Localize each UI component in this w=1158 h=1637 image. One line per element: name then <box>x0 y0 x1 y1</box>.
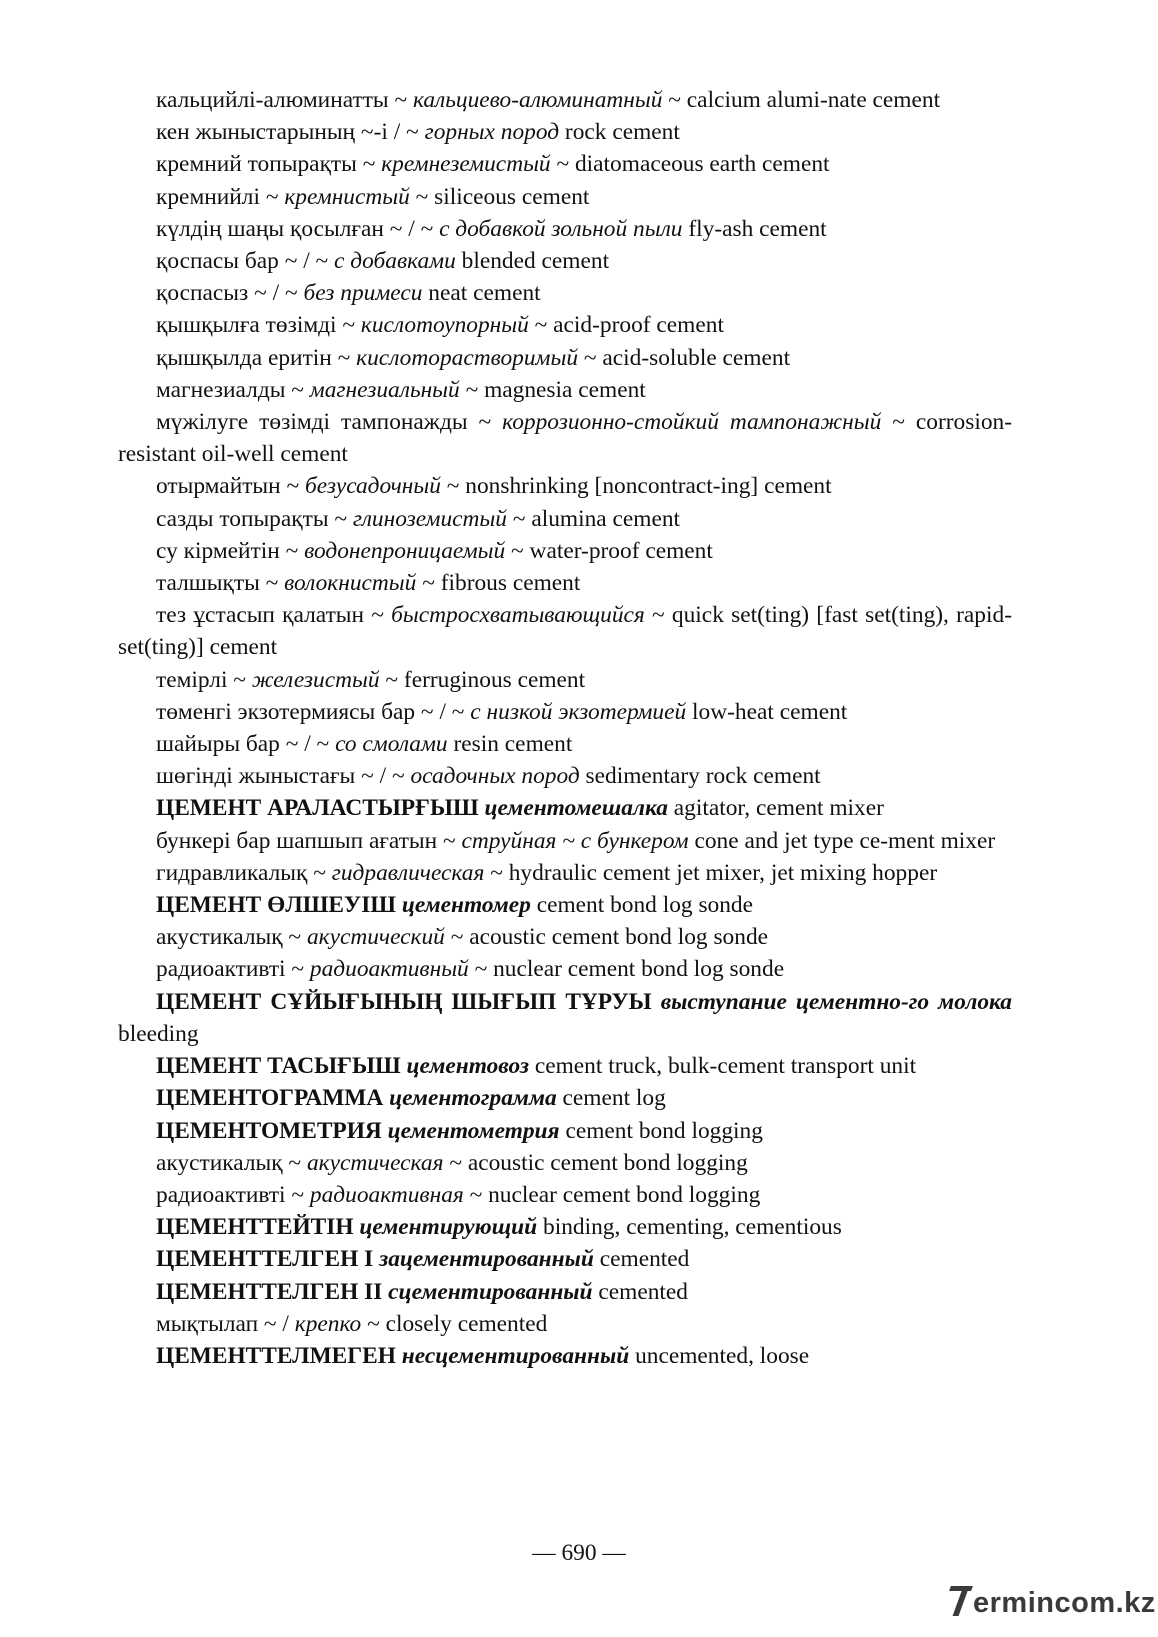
entry-text: отырмайтын ~ <box>156 473 306 500</box>
dictionary-entry <box>118 1147 1012 1179</box>
dictionary-page <box>118 84 1012 1372</box>
entry-russian-term: кислоторастворимый <box>356 344 579 371</box>
dictionary-entry <box>118 181 1012 213</box>
entry-text: мықтылап ~ / <box>156 1310 295 1337</box>
termincom-logo <box>950 1586 1156 1630</box>
entry-russian-headword: сцементированный <box>388 1278 593 1305</box>
entry-headword: ЦЕМЕНТОМЕТРИЯ <box>156 1117 388 1144</box>
dictionary-entry <box>118 406 1012 470</box>
dictionary-entry <box>118 1115 1012 1147</box>
entry-headword: ЦЕМЕНТ ТАСЫҒЫШ <box>156 1053 407 1080</box>
dictionary-entry <box>118 342 1012 374</box>
dictionary-entry <box>118 535 1012 567</box>
entry-text: ~ hydraulic cement jet mixer, jet mixing hopper <box>484 859 938 886</box>
entry-text: магнезиалды ~ <box>156 376 310 403</box>
entry-text: шөгінді жыныстағы ~ / ~ <box>156 763 411 790</box>
entry-russian-term: с добавкой зольной пыли <box>439 215 683 242</box>
dictionary-entry <box>118 1340 1012 1372</box>
dictionary-entry <box>118 84 1012 116</box>
dictionary-entry <box>118 825 1012 857</box>
entry-headword: ЦЕМЕНТТЕЛМЕГЕН <box>156 1342 402 1369</box>
entry-russian-term: радиоактивная <box>309 1181 464 1208</box>
entry-text: cement bond logging <box>559 1117 763 1144</box>
entry-text: ~ ferruginous cement <box>379 666 586 693</box>
entry-text: сазды топырақты ~ <box>156 505 353 532</box>
entry-headword: ЦЕМЕНТТЕЛГЕН ІІ <box>156 1278 389 1305</box>
dictionary-entry <box>118 116 1012 148</box>
entry-text: ~ water-proof cement <box>505 537 713 564</box>
entry-text: cemented <box>593 1246 690 1273</box>
entry-russian-term: волокнистый <box>284 570 417 597</box>
entry-russian-term: коррозионно-стойкий тампонажный <box>502 409 882 436</box>
entry-russian-term: с низкой экзотермией <box>470 698 687 725</box>
entry-text: binding, cementing, cementious <box>537 1214 842 1241</box>
entry-text: ~ acoustic cement bond log sonde <box>444 924 769 951</box>
entry-text: қоспасы бар ~ / ~ <box>156 248 335 275</box>
entry-text: bleeding <box>118 1020 199 1047</box>
entry-text: uncemented, loose <box>629 1342 810 1369</box>
dictionary-entry <box>118 889 1012 921</box>
dictionary-entry <box>118 1308 1012 1340</box>
logo-text: ermincom.kz <box>973 1587 1156 1619</box>
dictionary-entry <box>118 1179 1012 1211</box>
entry-text: су кірмейтін ~ <box>156 537 305 564</box>
dictionary-entry <box>118 1211 1012 1243</box>
entry-headword: ЦЕМЕНТТЕЙТІН <box>156 1214 360 1241</box>
entry-russian-term: с добавками <box>334 248 456 275</box>
entry-russian-term: кальциево-алюминатный <box>413 87 663 113</box>
dictionary-entry <box>118 1276 1012 1308</box>
entry-text: cone and jet type ce-ment mixer <box>688 827 996 854</box>
dictionary-entry <box>118 792 1012 824</box>
entry-text: бункері бар шапшып ағатын ~ <box>156 827 462 854</box>
logo-t-mark-icon <box>950 1586 972 1616</box>
entry-headword: ЦЕМЕНТ АРАЛАСТЫРҒЫШ <box>156 795 485 822</box>
entry-russian-term: без примеси <box>303 280 423 307</box>
dictionary-entry <box>118 728 1012 760</box>
entry-russian-term: кислотоупорный <box>360 312 529 339</box>
dictionary-entry <box>118 309 1012 341</box>
entry-russian-term: глиноземистый <box>352 505 507 532</box>
entry-russian-term: гидравлическая <box>331 859 485 886</box>
entry-text: талшықты ~ <box>156 570 285 597</box>
entry-text: төменгі экзотермиясы бар ~ / ~ <box>156 698 471 725</box>
entry-russian-headword: цементограмма <box>389 1085 557 1112</box>
entry-russian-term: горных пород <box>424 119 560 146</box>
entry-russian-term: радиоактивный <box>309 956 469 983</box>
entry-text: low-heat cement <box>686 698 848 725</box>
entry-text: fly-ash cement <box>682 215 827 242</box>
dictionary-entry <box>118 1082 1012 1114</box>
entry-text: ~ nonshrinking [noncontract-ing] cement <box>440 473 832 500</box>
entry-text: ~ calcium alumi-nate cement <box>662 87 941 113</box>
entry-text: ~ quick set(ting) [fast set(ting), rapid-set(ting)] cement <box>118 602 1012 661</box>
entry-text: ~ diatomaceous earth cement <box>550 151 830 178</box>
entry-text: ~ magnesia cement <box>459 376 646 403</box>
entry-text: ~ acid-proof cement <box>528 312 724 339</box>
entry-text: blended cement <box>455 248 610 275</box>
entry-russian-headword: зацементированный <box>379 1246 594 1273</box>
entry-text: акустикалық ~ <box>156 1149 307 1176</box>
entry-text: rock cement <box>559 119 680 146</box>
dictionary-entry <box>118 664 1012 696</box>
entry-text: ~ acid-soluble cement <box>578 344 791 371</box>
entry-text: cement log <box>556 1085 666 1112</box>
entry-russian-term: со смолами <box>335 731 448 758</box>
entry-text: радиоактивті ~ <box>156 956 310 983</box>
entry-text: кен жыныстарының ~-і / ~ <box>156 119 425 146</box>
entry-russian-term: кремнистый <box>284 183 410 210</box>
entry-russian-term: железистый <box>251 666 380 693</box>
entry-text: кальцийлі-алюминатты ~ <box>156 87 413 113</box>
entry-text: күлдің шаңы қосылған ~ / ~ <box>156 215 440 242</box>
entry-text: радиоактивті ~ <box>156 1181 310 1208</box>
entry-text: қышқылда еритін ~ <box>156 344 357 371</box>
entry-text: шайыры бар ~ / ~ <box>156 731 336 758</box>
dictionary-entry <box>118 148 1012 180</box>
entry-text: кремний топырақты ~ <box>156 151 382 178</box>
entry-text: neat cement <box>422 280 541 307</box>
entry-text: ~ corrosion-resistant oil-well cement <box>118 409 1012 468</box>
entry-text: ~ nuclear cement bond logging <box>463 1181 761 1208</box>
dictionary-entry <box>118 374 1012 406</box>
dictionary-entry <box>118 1243 1012 1275</box>
dictionary-entry <box>118 277 1012 309</box>
entry-russian-headword: цементовоз <box>406 1053 529 1080</box>
dictionary-entry <box>118 857 1012 889</box>
entry-russian-headword: цементирующий <box>359 1214 538 1241</box>
dictionary-entry <box>118 986 1012 1050</box>
entry-text: тез ұстасып қалатын ~ <box>156 602 392 629</box>
entry-russian-term: крепко <box>294 1310 362 1337</box>
entry-russian-term: кремнеземистый <box>381 151 551 178</box>
entry-text: cement bond log sonde <box>530 892 754 919</box>
entry-text: қышқылға төзімді ~ <box>156 312 361 339</box>
page-number: — 690 — <box>532 1540 626 1566</box>
dictionary-entry <box>118 470 1012 502</box>
entry-text: мүжілуге төзімді тампонажды ~ <box>156 409 503 436</box>
dictionary-entry <box>118 213 1012 245</box>
entry-russian-term: водонепроницаемый <box>304 537 506 564</box>
entry-text: ~ closely cemented <box>361 1310 548 1337</box>
entry-text: темірлі ~ <box>156 666 252 693</box>
entry-text: cement truck, bulk-cement transport unit <box>528 1053 917 1080</box>
dictionary-entry <box>118 1050 1012 1082</box>
entry-text: ~ nuclear cement bond log sonde <box>468 956 785 983</box>
entry-text: қоспасыз ~ / ~ <box>156 280 304 307</box>
entry-headword: ЦЕМЕНТ СҰЙЫҒЫНЫҢ ШЫҒЫП ТҰРУЫ <box>156 988 661 1015</box>
entry-russian-term: струйная ~ с бункером <box>461 827 689 854</box>
entry-russian-headword: цементомер <box>401 892 531 919</box>
entry-text: гидравликалық ~ <box>156 859 332 886</box>
dictionary-entry <box>118 696 1012 728</box>
entry-russian-term: осадочных пород <box>410 763 580 790</box>
entry-headword: ЦЕМЕНТОГРАММА <box>156 1085 390 1112</box>
entry-russian-headword: несцементированный <box>401 1342 630 1369</box>
entry-russian-term: магнезиальный <box>309 376 460 403</box>
dictionary-entry <box>118 599 1012 663</box>
dictionary-entry <box>118 760 1012 792</box>
entry-russian-term: безусадочный <box>305 473 441 500</box>
dictionary-entry <box>118 953 1012 985</box>
entry-text: cemented <box>592 1278 689 1305</box>
entry-text: agitator, cement mixer <box>667 795 884 822</box>
entry-headword: ЦЕМЕНТТЕЛГЕН І <box>156 1246 380 1273</box>
entry-russian-term: акустическая <box>306 1149 444 1176</box>
entry-text: кремнийлі ~ <box>156 183 285 210</box>
entry-russian-term: быстросхватывающийся <box>391 602 645 629</box>
entry-russian-headword: цементомешалка <box>484 795 668 822</box>
entry-text: sedimentary rock cement <box>579 763 821 790</box>
entry-text: ~ alumina cement <box>506 505 681 532</box>
entry-russian-headword: цементометрия <box>387 1117 560 1144</box>
entry-text: resin cement <box>447 731 573 758</box>
entry-text: ~ siliceous cement <box>409 183 590 210</box>
entry-text: ~ acoustic cement bond logging <box>443 1149 748 1176</box>
dictionary-entry <box>118 567 1012 599</box>
entry-russian-headword: выступание цементно-го молока <box>660 988 1012 1015</box>
entry-headword: ЦЕМЕНТ ӨЛШЕУІШ <box>156 892 402 919</box>
dictionary-entry <box>118 503 1012 535</box>
dictionary-entry <box>118 245 1012 277</box>
entry-text: акустикалық ~ <box>156 924 307 951</box>
entry-russian-term: акустический <box>306 924 445 951</box>
entry-text: ~ fibrous cement <box>416 570 581 597</box>
dictionary-entry <box>118 921 1012 953</box>
